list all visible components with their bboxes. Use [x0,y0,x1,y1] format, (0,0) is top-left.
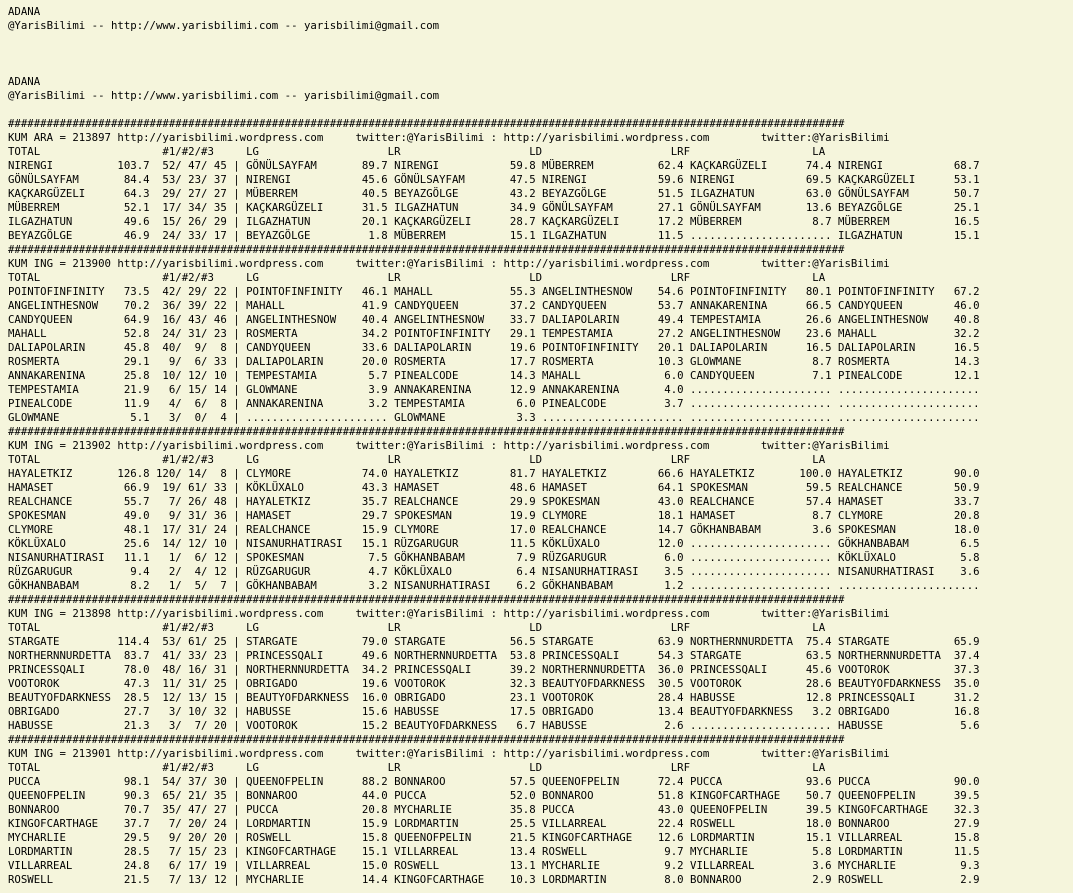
result-row: NIRENGI 103.7 52/ 47/ 45 | GÖNÜLSAYFAM 89.7 NIRENGI 59.8 MÜBERREM 62.4 KAÇKARGÜZELI 74.4 NIRENGI 68.7 [8,159,980,172]
result-row: MYCHARLIE 29.5 9/ 20/ 20 | ROSWELL 15.8 QUEENOFPELIN 21.5 KINGOFCARTHAGE 12.6 LORDMARTIN 15.1 VILLARREAL 15.8 [8,831,980,844]
result-row: HABUSSE 21.3 3/ 7/ 20 | VOOTOROK 15.2 BEAUTYOFDARKNESS 6.7 HABUSSE 2.6 ...................... HABUSSE 5.6 [8,719,980,732]
separator-line: ################################################################################################################################## [8,117,845,130]
result-row: QUEENOFPELIN 90.3 65/ 21/ 35 | BONNAROO 44.0 PUCCA 52.0 BONNAROO 51.8 KINGOFCARTHAGE 50.7 QUEENOFPELIN 39.5 [8,789,980,802]
column-header-line: TOTAL #1/#2/#3 LG LR LD LRF LA [8,453,826,466]
separator-line: ################################################################################################################################## [8,733,845,746]
result-row: NISANURHATIRASI 11.1 1/ 6/ 12 | SPOKESMAN 7.5 GÖKHANBABAM 7.9 RÜZGARUGUR 6.0 ...................... KÖKLÜXALO 5.8 [8,551,980,564]
result-row: SPOKESMAN 49.0 9/ 31/ 36 | HAMASET 29.7 SPOKESMAN 19.9 CLYMORE 18.1 HAMASET 8.7 CLYMORE 20.8 [8,509,980,522]
result-row: CLYMORE 48.1 17/ 31/ 24 | REALCHANCE 15.9 CLYMORE 17.0 REALCHANCE 14.7 GÖKHANBABAM 3.6 SPOKESMAN 18.0 [8,523,980,536]
result-row: BEYAZGÖLGE 46.9 24/ 33/ 17 | BEYAZGÖLGE 1.8 MÜBERREM 15.1 ILGAZHATUN 11.5 ...................... ILGAZHATUN 15.1 [8,229,980,242]
result-row: BONNAROO 70.7 35/ 47/ 27 | PUCCA 20.8 MYCHARLIE 35.8 PUCCA 43.0 QUEENOFPELIN 39.5 KINGOFCARTHAGE 32.3 [8,803,980,816]
contact-line: @YarisBilimi -- http://www.yarisbilimi.com -- yarisbilimi@gmail.com [8,19,440,32]
result-row: NORTHERNNURDETTA 83.7 41/ 33/ 23 | PRINCESSQALI 49.6 NORTHERNNURDETTA 53.8 PRINCESSQALI 54.3 STARGATE 63.5 NORTHERNNURDETTA 37.4 [8,649,980,662]
race-header-line: KUM ING = 213898 http://yarisbilimi.wordpress.com twitter:@YarisBilimi : http://yarisbilimi.wordpress.com twitter:@YarisBilimi [8,607,890,620]
result-row: VILLARREAL 24.8 6/ 17/ 19 | VILLARREAL 15.0 ROSWELL 13.1 MYCHARLIE 9.2 VILLARREAL 3.6 MYCHARLIE 9.3 [8,859,980,872]
race-header-line: KUM ARA = 213897 http://yarisbilimi.wordpress.com twitter:@YarisBilimi : http://yarisbilimi.wordpress.com twitter:@YarisBilimi [8,131,890,144]
result-row: REALCHANCE 55.7 7/ 26/ 48 | HAYALETKIZ 35.7 REALCHANCE 29.9 SPOKESMAN 43.0 REALCHANCE 57.4 HAMASET 33.7 [8,495,980,508]
result-row: LORDMARTIN 28.5 7/ 15/ 23 | KINGOFCARTHAGE 15.1 VILLARREAL 13.4 ROSWELL 9.7 MYCHARLIE 5.8 LORDMARTIN 11.5 [8,845,980,858]
result-row: ILGAZHATUN 49.6 15/ 26/ 29 | ILGAZHATUN 20.1 KAÇKARGÜZELI 28.7 KAÇKARGÜZELI 17.2 MÜBERREM 8.7 MÜBERREM 16.5 [8,215,980,228]
result-row: PRINCESSQALI 78.0 48/ 16/ 31 | NORTHERNNURDETTA 34.2 PRINCESSQALI 39.2 NORTHERNNURDETTA 36.0 PRINCESSQALI 45.6 VOOTOROK 37.3 [8,663,980,676]
race-header-line: KUM ING = 213902 http://yarisbilimi.wordpress.com twitter:@YarisBilimi : http://yarisbilimi.wordpress.com twitter:@YarisBilimi [8,439,890,452]
column-header-line: TOTAL #1/#2/#3 LG LR LD LRF LA [8,621,826,634]
separator-line: ################################################################################################################################## [8,243,845,256]
result-row: HAMASET 66.9 19/ 61/ 33 | KÖKLÜXALO 43.3 HAMASET 48.6 HAMASET 64.1 SPOKESMAN 59.5 REALCHANCE 50.9 [8,481,980,494]
separator-line: ################################################################################################################################## [8,593,845,606]
result-row: POINTOFINFINITY 73.5 42/ 29/ 22 | POINTOFINFINITY 46.1 MAHALL 55.3 ANGELINTHESNOW 54.6 POINTOFINFINITY 80.1 POINTOFINFINITY 67.2 [8,285,980,298]
result-row: PINEALCODE 11.9 4/ 6/ 8 | ANNAKARENINA 3.2 TEMPESTAMIA 6.0 PINEALCODE 3.7 ...................... ...................... [8,397,980,410]
result-row: ROSMERTA 29.1 9/ 6/ 33 | DALIAPOLARIN 20.0 ROSMERTA 17.7 ROSMERTA 10.3 GLOWMANE 8.7 ROSMERTA 14.3 [8,355,980,368]
result-row: ROSWELL 21.5 7/ 13/ 12 | MYCHARLIE 14.4 KINGOFCARTHAGE 10.3 LORDMARTIN 8.0 BONNAROO 2.9 ROSWELL 2.9 [8,873,980,886]
race-header-line: KUM ING = 213901 http://yarisbilimi.wordpress.com twitter:@YarisBilimi : http://yarisbilimi.wordpress.com twitter:@YarisBilimi [8,747,890,760]
result-row: KINGOFCARTHAGE 37.7 7/ 20/ 24 | LORDMARTIN 15.9 LORDMARTIN 25.5 VILLARREAL 22.4 ROSWELL 18.0 BONNAROO 27.9 [8,817,980,830]
result-row: DALIAPOLARIN 45.8 40/ 9/ 8 | CANDYQUEEN 33.6 DALIAPOLARIN 19.6 POINTOFINFINITY 20.1 DALIAPOLARIN 16.5 DALIAPOLARIN 16.5 [8,341,980,354]
column-header-line: TOTAL #1/#2/#3 LG LR LD LRF LA [8,761,826,774]
result-row: ANNAKARENINA 25.8 10/ 12/ 10 | TEMPESTAMIA 5.7 PINEALCODE 14.3 MAHALL 6.0 CANDYQUEEN 7.1 PINEALCODE 12.1 [8,369,980,382]
result-row: PUCCA 98.1 54/ 37/ 30 | QUEENOFPELIN 88.2 BONNAROO 57.5 QUEENOFPELIN 72.4 PUCCA 93.6 PUCCA 90.0 [8,775,980,788]
result-row: MÜBERREM 52.1 17/ 34/ 35 | KAÇKARGÜZELI 31.5 ILGAZHATUN 34.9 GÖNÜLSAYFAM 27.1 GÖNÜLSAYFAM 13.6 BEYAZGÖLGE 25.1 [8,201,980,214]
result-row: VOOTOROK 47.3 11/ 31/ 25 | OBRIGADO 19.6 VOOTOROK 32.3 BEAUTYOFDARKNESS 30.5 VOOTOROK 28.6 BEAUTYOFDARKNESS 35.0 [8,677,980,690]
result-row: ANGELINTHESNOW 70.2 36/ 39/ 22 | MAHALL 41.9 CANDYQUEEN 37.2 CANDYQUEEN 53.7 ANNAKARENINA 66.5 CANDYQUEEN 46.0 [8,299,980,312]
result-row: GÖKHANBABAM 8.2 1/ 5/ 7 | GÖKHANBABAM 3.2 NISANURHATIRASI 6.2 GÖKHANBABAM 1.2 ...................... ...................... [8,579,980,592]
result-row: OBRIGADO 27.7 3/ 10/ 32 | HABUSSE 15.6 HABUSSE 17.5 OBRIGADO 13.4 BEAUTYOFDARKNESS 3.2 OBRIGADO 16.8 [8,705,980,718]
result-row: MAHALL 52.8 24/ 31/ 23 | ROSMERTA 34.2 POINTOFINFINITY 29.1 TEMPESTAMIA 27.2 ANGELINTHESNOW 23.6 MAHALL 32.2 [8,327,980,340]
contact-line: @YarisBilimi -- http://www.yarisbilimi.com -- yarisbilimi@gmail.com [8,89,440,102]
column-header-line: TOTAL #1/#2/#3 LG LR LD LRF LA [8,271,826,284]
result-row: HAYALETKIZ 126.8 120/ 14/ 8 | CLYMORE 74.0 HAYALETKIZ 81.7 HAYALETKIZ 66.6 HAYALETKIZ 100.0 HAYALETKIZ 90.0 [8,467,980,480]
column-header-line: TOTAL #1/#2/#3 LG LR LD LRF LA [8,145,826,158]
city-title: ADANA [8,75,41,88]
separator-line: ################################################################################################################################## [8,425,845,438]
result-row: GÖNÜLSAYFAM 84.4 53/ 23/ 37 | NIRENGI 45.6 GÖNÜLSAYFAM 47.5 NIRENGI 59.6 NIRENGI 69.5 KAÇKARGÜZELI 53.1 [8,173,980,186]
result-row: TEMPESTAMIA 21.9 6/ 15/ 14 | GLOWMANE 3.9 ANNAKARENINA 12.9 ANNAKARENINA 4.0 ...................... ...................... [8,383,980,396]
city-title: ADANA [8,5,41,18]
race-header-line: KUM ING = 213900 http://yarisbilimi.wordpress.com twitter:@YarisBilimi : http://yarisbilimi.wordpress.com twitter:@YarisBilimi [8,257,890,270]
result-row: STARGATE 114.4 53/ 61/ 25 | STARGATE 79.0 STARGATE 56.5 STARGATE 63.9 NORTHERNNURDETTA 75.4 STARGATE 65.9 [8,635,980,648]
result-row: GLOWMANE 5.1 3/ 0/ 4 | ...................... GLOWMANE 3.3 ...................... ...................... ...................... [8,411,980,424]
result-row: KAÇKARGÜZELI 64.3 29/ 27/ 27 | MÜBERREM 40.5 BEYAZGÖLGE 43.2 BEYAZGÖLGE 51.5 ILGAZHATUN 63.0 GÖNÜLSAYFAM 50.7 [8,187,980,200]
result-row: RÜZGARUGUR 9.4 2/ 4/ 12 | RÜZGARUGUR 4.7 KÖKLÜXALO 6.4 NISANURHATIRASI 3.5 ...................... NISANURHATIRASI 3.6 [8,565,980,578]
result-row: KÖKLÜXALO 25.6 14/ 12/ 10 | NISANURHATIRASI 15.1 RÜZGARUGUR 11.5 KÖKLÜXALO 12.0 ...................... GÖKHANBABAM 6.5 [8,537,980,550]
result-row: CANDYQUEEN 64.9 16/ 43/ 46 | ANGELINTHESNOW 40.4 ANGELINTHESNOW 33.7 DALIAPOLARIN 49.4 TEMPESTAMIA 26.6 ANGELINTHESNOW 40.8 [8,313,980,326]
result-row: BEAUTYOFDARKNESS 28.5 12/ 13/ 15 | BEAUTYOFDARKNESS 16.0 OBRIGADO 23.1 VOOTOROK 28.4 HABUSSE 12.8 PRINCESSQALI 31.2 [8,691,980,704]
